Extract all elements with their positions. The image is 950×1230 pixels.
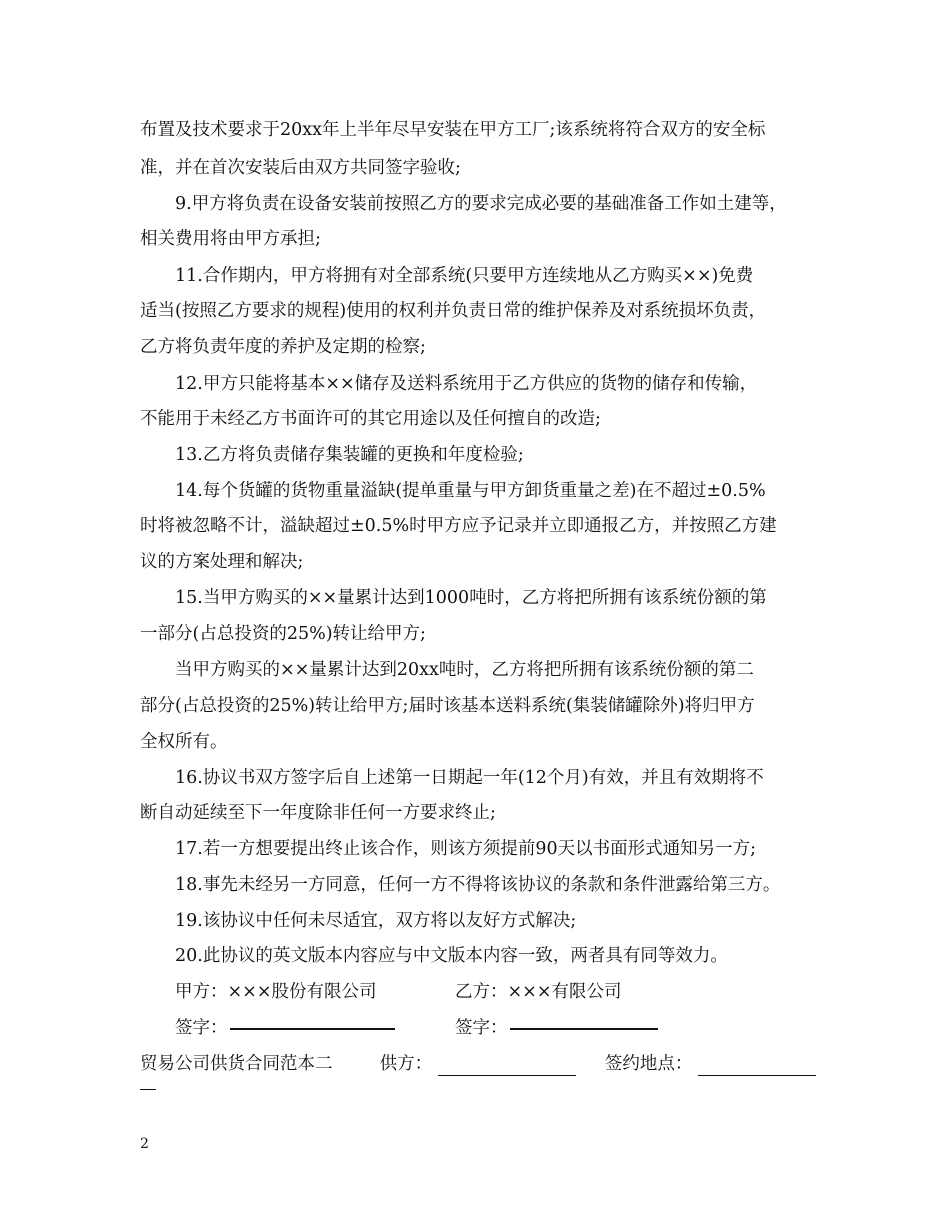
- place-blank: [698, 1057, 816, 1076]
- paragraph-line: 不能用于未经乙方书面许可的其它用途以及任何擅自的改造;: [140, 409, 601, 429]
- clause-19: 19.该协议中任何未尽适宜，双方将以友好方式解决;: [175, 911, 577, 931]
- party-a-signature: [175, 1016, 395, 1040]
- clause-13: 13.乙方将负责储存集装罐的更换和年度检验;: [175, 445, 524, 465]
- supplier-label: 供方：: [379, 1054, 433, 1074]
- party-b-signature: [455, 1016, 658, 1040]
- paragraph-line: 断自动延续至下一年度除非任何一方要求终止;: [140, 803, 496, 823]
- paragraph-line: 相关费用将由甲方承担;: [140, 229, 321, 249]
- paragraph-line: 准，并在首次安装后由双方共同签字验收;: [140, 158, 461, 178]
- clause-15: 15.当甲方购买的××量累计达到1000吨时，乙方将把所拥有该系统份额的第: [175, 588, 767, 608]
- page-number: 2: [140, 1136, 149, 1152]
- contract-title: 贸易公司供货合同范本二: [140, 1054, 333, 1074]
- party-b-name: 乙方：×××有限公司: [455, 982, 622, 1002]
- clause-11: 11.合作期内，甲方将拥有对全部系统(只要甲方连续地从乙方购买××)免费: [175, 266, 754, 286]
- place-blank-tail: [140, 1071, 156, 1090]
- paragraph-line: 适当(按照乙方要求的规程)使用的权利并负责日常的维护保养及对系统损坏负责，: [140, 301, 767, 321]
- paragraph-line: 议的方案处理和解决;: [140, 552, 304, 572]
- party-a-name: 甲方：×××股份有限公司: [175, 982, 377, 1002]
- supplier-blank: [438, 1057, 576, 1076]
- sign-label: 签字：: [175, 1018, 228, 1038]
- clause-14: 14.每个货罐的货物重量溢缺(提单重量与甲方卸货重量之差)在不超过±0.5%: [175, 481, 766, 501]
- next-contract-header: [140, 1052, 816, 1076]
- clause-12: 12.甲方只能将基本××储存及送料系统用于乙方供应的货物的储存和传输，: [175, 374, 758, 394]
- sign-label: 签字：: [455, 1018, 508, 1038]
- clause-18: 18.事先未经另一方同意，任何一方不得将该协议的条款和条件泄露给第三方。: [175, 875, 781, 895]
- signature-line: [510, 1028, 658, 1030]
- place-blank-continued: [140, 1066, 156, 1090]
- clause-9: 9.甲方将负责在设备安装前按照乙方的要求完成必要的基础准备工作如土建等，: [175, 194, 787, 214]
- clause-16: 16.协议书双方签字后自上述第一日期起一年(12个月)有效，并且有效期将不: [175, 768, 764, 788]
- clause-17: 17.若一方想要提出终止该合作，则该方须提前90天以书面形式通知另一方;: [175, 839, 756, 859]
- paragraph-line: 布置及技术要求于20xx年上半年尽早安装在甲方工厂;该系统将符合双方的安全标: [140, 120, 766, 140]
- signature-line: [230, 1028, 395, 1030]
- paragraph-line: 时将被忽略不计，溢缺超过±0.5%时甲方应予记录并立即通报乙方，并按照乙方建: [140, 516, 777, 536]
- paragraph-line: 部分(占总投资的25%)转让给甲方;届时该基本送料系统(集装储罐除外)将归甲方: [140, 696, 755, 716]
- paragraph-line: 全权所有。: [140, 732, 228, 752]
- paragraph-line: 一部分(占总投资的25%)转让给甲方;: [140, 624, 426, 644]
- paragraph-line: 当甲方购买的××量累计达到20xx吨时，乙方将把所拥有该系统份额的第二: [175, 660, 754, 680]
- clause-20: 20.此协议的英文版本内容应与中文版本内容一致，两者具有同等效力。: [175, 946, 728, 966]
- paragraph-line: 乙方将负责年度的养护及定期的检察;: [140, 337, 426, 357]
- place-label: 签约地点：: [604, 1054, 693, 1074]
